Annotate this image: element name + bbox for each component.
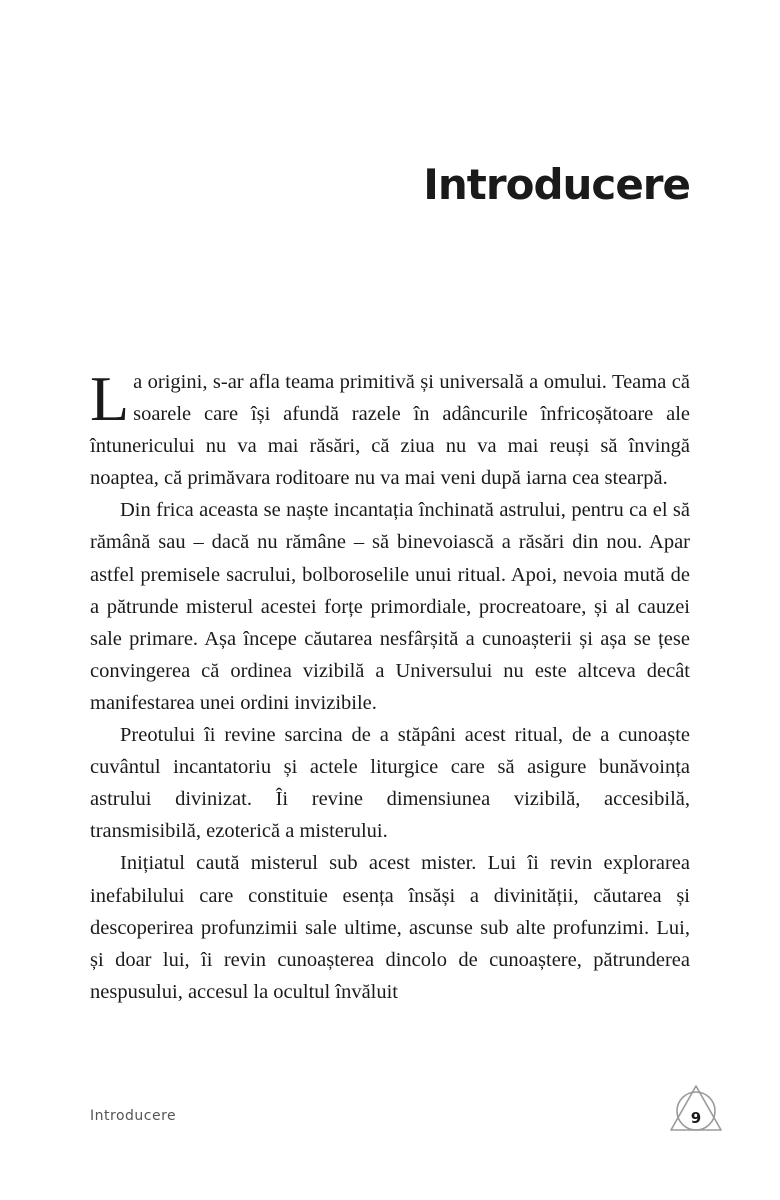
body-text [90, 363, 690, 1008]
paragraph-2: Din frica aceasta se naște incantația închinată astrului, pentru ca el să rămână sau – dacă nu rămâne – să binevoiască a răsări din nou. Apar astfel premisele sacrului, bolboroselile unui ritual. Apoi, nevoia mută de a pătrunde misterul acestei forțe primordiale, procreatoare, și al cauzei sale primare. Așa începe căutarea nesfârșită a cunoașterii și așa se țese convingerea că ordinea vizibilă a Universului nu este altceva decât manifestarea unei ordini invizibile. [90, 499, 690, 714]
drop-cap: L [90, 363, 130, 434]
paragraph-4: Inițiatul caută misterul sub acest mister. Lui îi revin explorarea inefabilului care constituie esența însăși a divinității, căutarea și descoperirea profunzimii sale ultime, ascunse sub alte profunzimi. Lui, și doar lui, îi revin cunoașterea dincolo de cunoaștere, pătrunderea nespusului, accesul la ocultul învăluit [90, 852, 690, 1003]
paragraph-1 [90, 363, 690, 494]
paragraph-3: Preotului îi revine sarcina de a stăpâni acest ritual, de a cunoaște cuvântul incantatoriu și actele liturgice care să asigure bunăvoința astrului divinizat. Îi revine dimensiunea vizibilă, accesibilă, transmisibilă, ezoterică a misterului. [90, 724, 690, 843]
paragraph-1-text: a origini, s-ar afla teama primitivă și universală a omului. Teama că soarele care își afundă razele în adâncurile înfricoșătoare ale întunericului nu va mai răsări, că ziua nu va mai reuși să învingă noaptea, că primăvara roditoare nu va mai veni după iarna cea stearpă. [90, 371, 690, 490]
running-head: Introducere [90, 1108, 177, 1124]
page-number: 9 [690, 1109, 702, 1127]
chapter-title: Introducere [423, 160, 690, 209]
